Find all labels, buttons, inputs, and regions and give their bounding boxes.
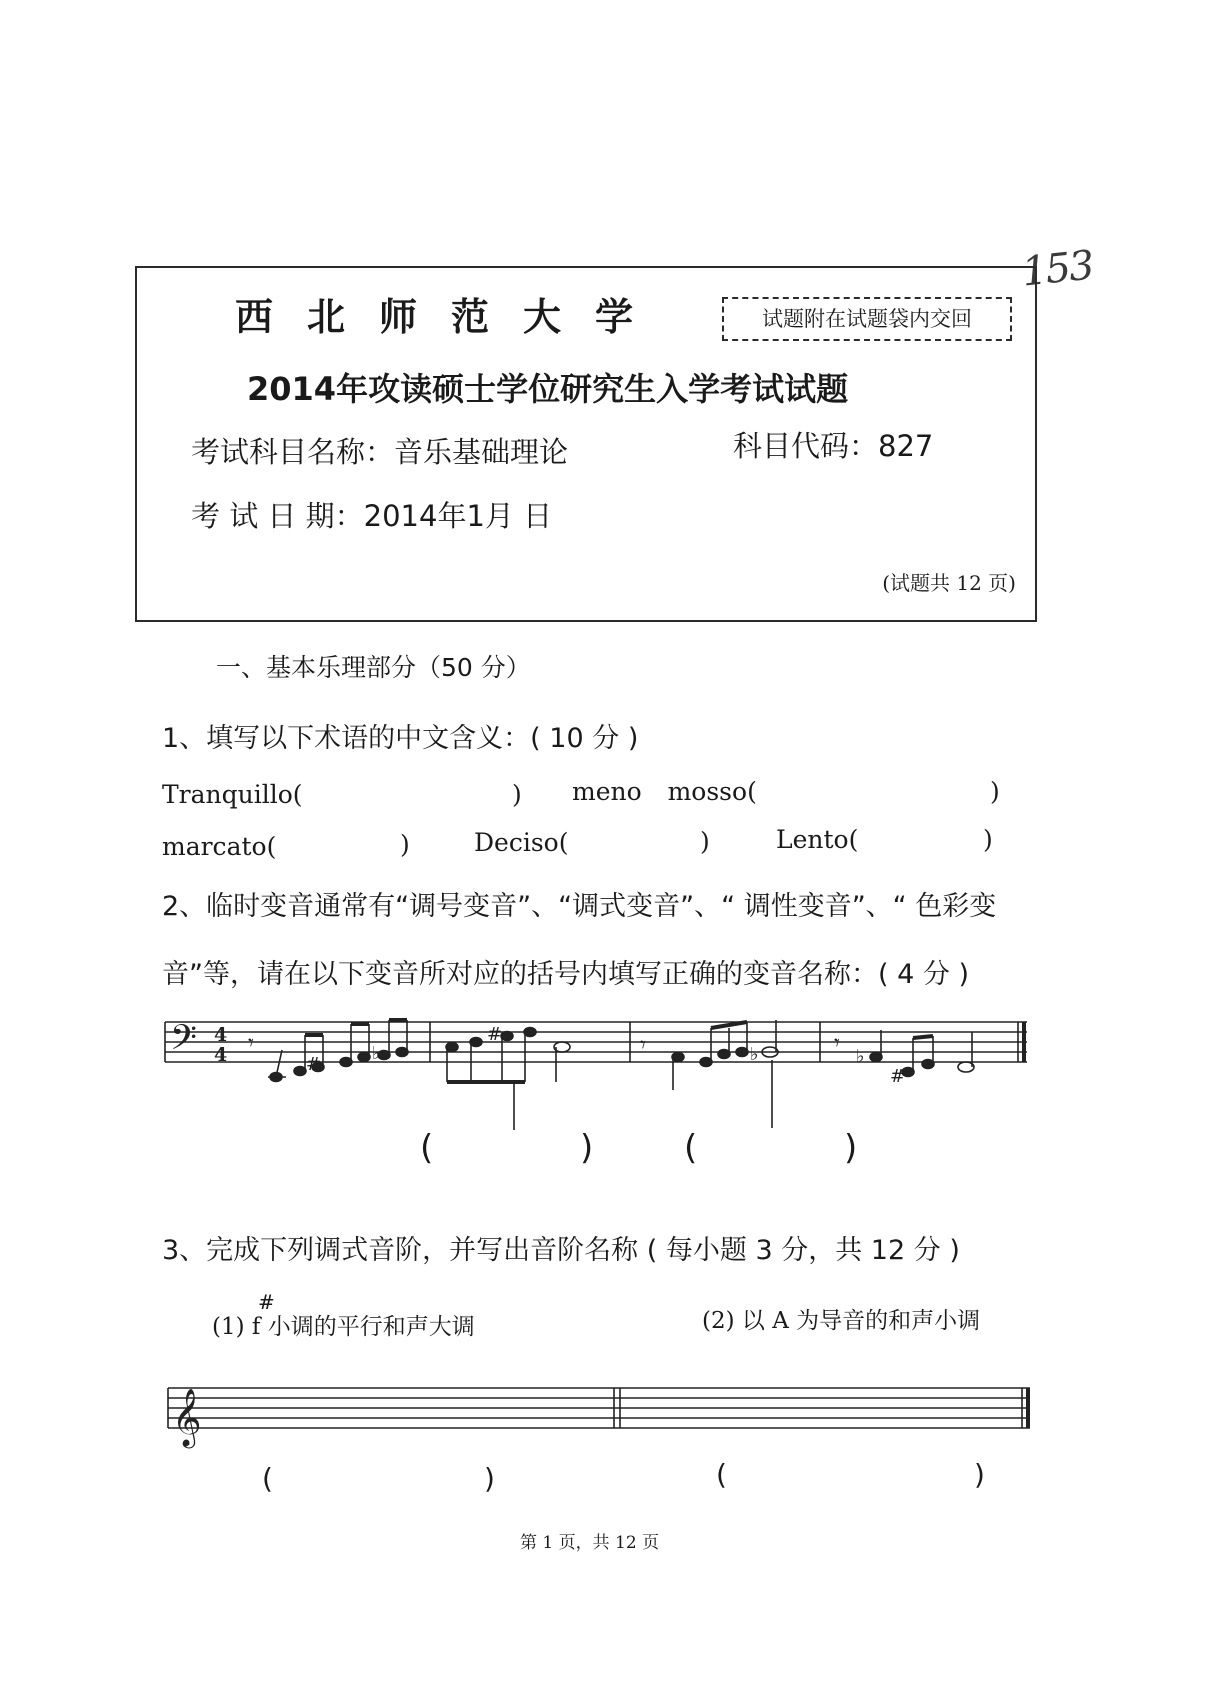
sharp-sign: # [258,1290,275,1314]
eighth-rest-icon: 𝄾 [834,1031,840,1056]
eighth-rest-icon: 𝄾 [640,1033,646,1058]
q2-text-line1: 2、临时变音通常有“调号变音”、“调式变音”、“ 调性变音”、“ 色彩变 [162,891,997,922]
svg-text:♭: ♭ [750,1044,759,1065]
term-close-paren: ) [700,827,710,856]
exam-title: 2014年攻读硕士学位研究生入学考试试题 [247,370,849,408]
treble-clef-icon: 𝄞 [172,1388,202,1446]
term-close-paren: ) [512,780,522,809]
return-notice-stamp: 试题附在试题袋内交回 [722,297,1012,341]
q2-answer-open-2: ( [684,1128,698,1168]
university-name: 西北师范大学 [235,295,668,339]
bass-notes [248,1020,974,1130]
svg-text:#: # [487,1024,503,1045]
time-signature-bottom: 4 [214,1044,228,1066]
term-marcato: marcato( [162,832,277,861]
q2-answer-close-2: ) [844,1128,858,1168]
term-meno-mosso: meno mosso( [572,777,757,806]
svg-text:♭: ♭ [856,1046,865,1067]
q3-answer-open-1: ( [262,1462,273,1495]
q3-prompt: 3、完成下列调式音阶，并写出音阶名称 ( 每小题 3 分，共 12 分 ) [162,1235,960,1266]
term-close-paren: ) [990,777,1000,806]
subject-code: 科目代码：827 [733,429,934,463]
handwritten-page-mark: 153 [1019,242,1095,296]
q3-answer-open-2: ( [716,1458,727,1491]
term-lento: Lento( [776,825,859,854]
q3-item-2: (2) 以 A 为导音的和声小调 [702,1308,981,1334]
section-title: 一、基本乐理部分（50 分） [216,653,531,682]
svg-text:#: # [890,1066,906,1087]
time-signature-top: 4 [214,1024,228,1046]
treble-staff [168,1388,1030,1428]
page-count-note: (试题共 12 页) [882,571,1016,595]
q2-text-line2: 音”等，请在以下变音所对应的括号内填写正确的变音名称：( 4 分 ) [162,959,969,990]
subject-name: 考试科目名称：音乐基础理论 [191,435,569,469]
q1-prompt: 1、填写以下术语的中文含义：( 10 分 ) [162,723,639,754]
eighth-rest-icon: 𝄾 [248,1031,254,1056]
bass-clef-icon: 𝄢 [170,1017,198,1066]
term-close-paren: ) [400,830,410,859]
term-close-paren: ) [983,825,993,854]
page-footer: 第 1 页，共 12 页 [520,1533,660,1553]
q3-item-1: (1) f 小调的平行和声大调 [212,1314,475,1340]
q2-answer-close-1: ) [580,1128,594,1168]
term-deciso: Deciso( [474,828,569,857]
q2-answer-open-1: ( [420,1128,434,1168]
term-tranquillo: Tranquillo( [162,780,303,809]
svg-text:♭: ♭ [372,1043,381,1064]
q3-answer-close-1: ) [484,1462,495,1495]
bass-staff [165,1022,1027,1062]
q3-answer-close-2: ) [974,1458,985,1491]
svg-text:#: # [306,1054,322,1075]
exam-date: 考 试 日 期：2014年1月 日 [191,499,553,533]
